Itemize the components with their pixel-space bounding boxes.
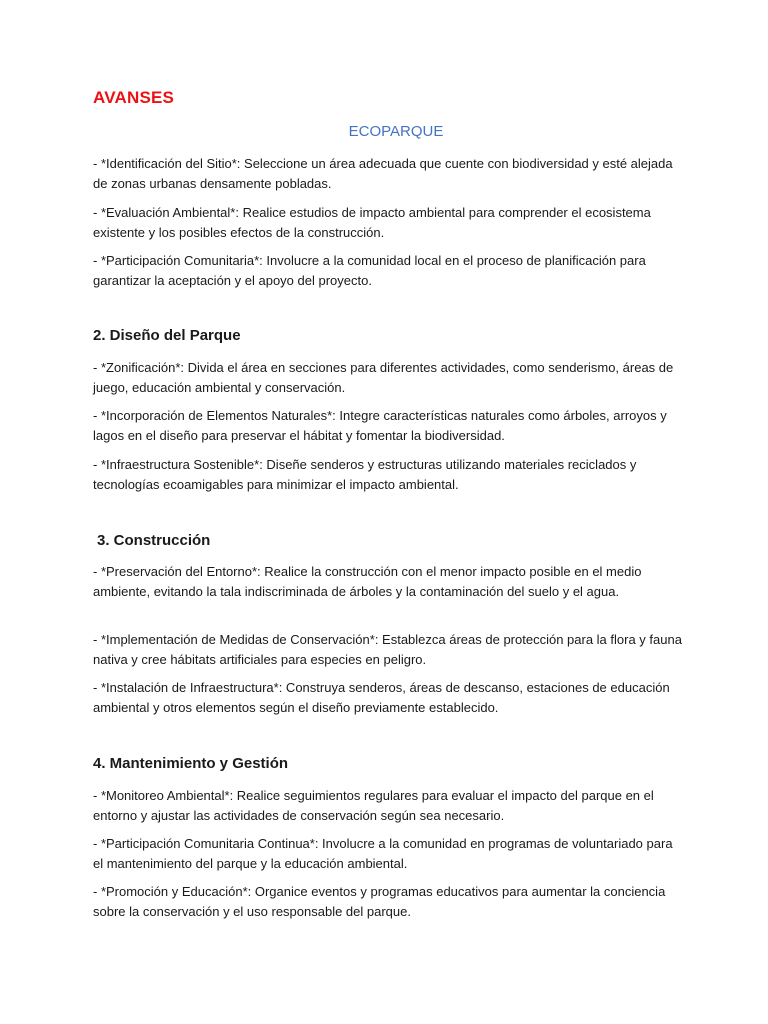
paragraph: - *Participación Comunitaria Continua*: Involucre a la comunidad en programas de voluntariado para el mantenimiento del parque y la educación ambiental. bbox=[93, 836, 673, 871]
paragraph: - *Promoción y Educación*: Organice eventos y programas educativos para aumentar la conciencia sobre la conservación y el uso responsable del parque. bbox=[93, 884, 666, 919]
intro-item bbox=[93, 154, 683, 193]
paragraph: - *Evaluación Ambiental*: Realice estudios de impacto ambiental para comprender el ecosistema existente y los posibles efectos de la construcción. bbox=[93, 205, 651, 240]
paragraph: - *Instalación de Infraestructura*: Construya senderos, áreas de descanso, estaciones de educación ambiental y otros elementos según el diseño previamente establecido. bbox=[93, 680, 670, 715]
section-item bbox=[93, 562, 683, 601]
paragraph: - *Infraestructura Sostenible*: Diseñe senderos y estructuras utilizando materiales reciclados y tecnologías ecoamigables para minimizar el impacto ambiental. bbox=[93, 457, 637, 492]
paragraph: - *Identificación del Sitio*: Seleccione un área adecuada que cuente con biodiversidad y esté alejada de zonas urbanas densamente pobladas. bbox=[93, 156, 673, 191]
section-item bbox=[93, 630, 683, 669]
document-title: AVANSES bbox=[93, 88, 175, 107]
paragraph: - *Monitoreo Ambiental*: Realice seguimientos regulares para evaluar el impacto del parque en el entorno y ajustar las actividades de conservación según sea necesario. bbox=[93, 788, 654, 823]
paragraph: - *Zonificación*: Divida el área en secciones para diferentes actividades, como senderismo, áreas de juego, educación ambiental y conservación. bbox=[93, 360, 674, 395]
paragraph: - *Participación Comunitaria*: Involucre a la comunidad local en el proceso de planificación para garantizar la aceptación y el apoyo del proyecto. bbox=[93, 253, 646, 288]
paragraph: - *Implementación de Medidas de Conservación*: Establezca áreas de protección para la flora y fauna nativa y cree hábitats artificiales para especies en peligro. bbox=[93, 632, 682, 667]
section-heading: 3. Construcción bbox=[97, 532, 211, 549]
section-heading: 4. Mantenimiento y Gestión bbox=[93, 755, 289, 772]
paragraph: - *Preservación del Entorno*: Realice la construcción con el menor impacto posible en el medio ambiente, evitando la tala indiscriminada de árboles y la contaminación del suelo y el agua. bbox=[93, 564, 642, 599]
section-item bbox=[93, 834, 683, 873]
section-item bbox=[93, 358, 683, 397]
section-item bbox=[93, 455, 683, 494]
section-item bbox=[93, 678, 683, 717]
section-item bbox=[93, 882, 683, 921]
document-subtitle: ECOPARQUE bbox=[348, 123, 444, 140]
paragraph: - *Incorporación de Elementos Naturales*: Integre características naturales como árboles, arroyos y lagos en el diseño para preservar el hábitat y fomentar la biodiversidad. bbox=[93, 408, 667, 443]
intro-item bbox=[93, 203, 683, 242]
intro-item bbox=[93, 251, 683, 290]
section-item bbox=[93, 406, 683, 445]
section-heading: 2. Diseño del Parque bbox=[93, 327, 241, 344]
section-item bbox=[93, 786, 683, 825]
